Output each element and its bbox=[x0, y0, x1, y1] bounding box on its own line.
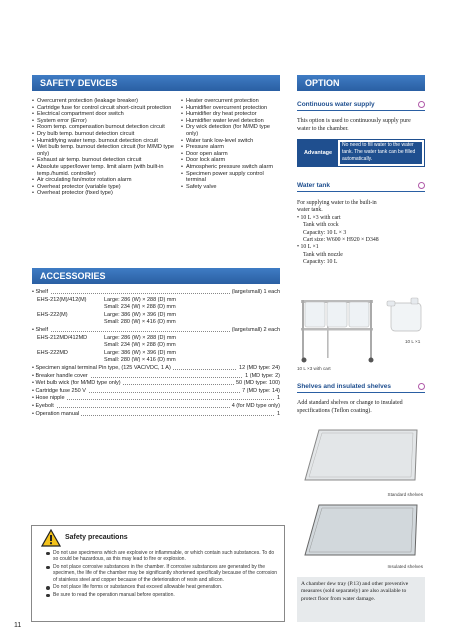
safety-device-item: • Air circulating fan/motor rotation alarm bbox=[32, 177, 174, 184]
water-tank-line: Tank with cock bbox=[303, 222, 339, 229]
accessory-name: • Shelf bbox=[32, 289, 48, 295]
safety-device-item: • Wet bulb temp. burnout detection circuit (for M/MD type only) bbox=[32, 144, 174, 157]
accessory-value: (large/small) 2 each bbox=[231, 326, 280, 333]
continuous-water-supply-title-text: Continuous water supply bbox=[297, 101, 375, 108]
accessory-value: 4 (for MD type only) bbox=[231, 402, 280, 409]
option-circle-icon bbox=[418, 101, 425, 108]
safety-device-item: • Humidifier overcurrent protection bbox=[181, 105, 281, 112]
accessory-row bbox=[32, 373, 280, 381]
safety-precautions-title: Safety precautions bbox=[65, 534, 128, 541]
safety-device-item: • Door open alarm bbox=[181, 151, 281, 158]
water-tank-line: • 10 L ×1 bbox=[297, 244, 319, 251]
accessory-name: • Breaker handle cover bbox=[32, 372, 88, 379]
accessory-model-row bbox=[32, 319, 280, 327]
dew-tray-note: A chamber dew tray (P.13) and other preventive measures (sold separately) are also available to protect floor from water damage. bbox=[297, 577, 425, 622]
accessory-dimension: Large: 386 (W) × 396 (D) mm bbox=[104, 311, 176, 318]
water-tank-cart-caption: 10 L ×3 with cart bbox=[297, 366, 331, 371]
accessory-dimension: Large: 386 (W) × 396 (D) mm bbox=[104, 349, 176, 356]
safety-device-item: • Atmospheric pressure switch alarm bbox=[181, 164, 281, 171]
option-heading bbox=[297, 75, 425, 91]
safety-precaution-item: Do not use specimens which are explosive or inflammable, or which contain such substances. To do so could be hazardous, as this may lead to fire or explosion. bbox=[46, 550, 278, 563]
insulated-shelf-caption: Insulated shelves bbox=[387, 564, 423, 569]
safety-device-item: • Humidifier water level detection bbox=[181, 118, 281, 125]
accessory-row bbox=[32, 388, 280, 396]
accessories-heading-text: ACCESSORIES bbox=[40, 271, 106, 281]
water-tank-title-text: Water tank bbox=[297, 182, 330, 189]
water-tank-single-caption: 10 L ×1 bbox=[405, 339, 421, 344]
safety-devices-heading-text: SAFETY DEVICES bbox=[40, 78, 118, 88]
accessory-dimension: Small: 280 (W) × 416 (D) mm bbox=[104, 319, 176, 326]
insulated-shelf-image bbox=[297, 501, 425, 561]
option-circle-icon bbox=[418, 383, 425, 390]
shelves-title bbox=[297, 381, 425, 393]
accessory-name: • Cartridge fuse 250 V bbox=[32, 387, 86, 394]
shelves-title-text: Shelves and insulated shelves bbox=[297, 383, 391, 390]
accessory-name: • Specimen signal terminal Pin type, (125 VAC/VDC, 1 A) bbox=[32, 364, 171, 371]
safety-precautions-list bbox=[46, 550, 278, 600]
warning-icon bbox=[41, 529, 61, 547]
accessory-value: (large/small) 1 each bbox=[231, 289, 280, 295]
safety-device-item: • Overcurrent protection (leakage breaker) bbox=[32, 98, 174, 105]
accessory-dimension: Small: 234 (W) × 288 (D) mm bbox=[104, 304, 176, 311]
safety-device-item: • Dry wick detection (for M/MD type only) bbox=[181, 124, 281, 137]
accessory-name: • Operation manual bbox=[32, 410, 80, 417]
safety-device-item: • Cartridge fuse for control circuit short-circuit protection bbox=[32, 105, 174, 112]
water-tank-text bbox=[297, 200, 425, 267]
safety-device-item: • Dry bulb temp. burnout detection circuit bbox=[32, 131, 174, 138]
accessory-value: 7 (MD type: 14) bbox=[242, 387, 280, 394]
accessory-dimension: Large: 286 (W) × 288 (D) mm bbox=[104, 296, 176, 303]
standard-shelf-caption: Standard shelves bbox=[387, 492, 423, 497]
accessory-model: EHS-222MD bbox=[37, 349, 68, 356]
option-heading-text: OPTION bbox=[305, 78, 340, 88]
safety-device-item: • Overheat protector (fixed type) bbox=[32, 190, 174, 197]
accessory-value: 1 bbox=[276, 395, 280, 402]
safety-precaution-item: Do not place corrosive substances in the chamber. If corrosive substances are generated by the specimen, the life of the chamber may be significantly shortened specifically because of the corrosion of stainless steel and copper because of the deterioration of resin and silicon. bbox=[46, 564, 278, 583]
accessory-model-row bbox=[32, 297, 280, 305]
accessory-dimension: Small: 234 (W) × 288 (D) mm bbox=[104, 342, 176, 349]
safety-device-item: • Pressure alarm bbox=[181, 144, 281, 151]
accessory-value: 1 (MD type: 2) bbox=[245, 372, 280, 379]
accessory-row bbox=[32, 365, 280, 373]
accessory-row bbox=[32, 411, 280, 419]
accessory-row bbox=[32, 403, 280, 411]
safety-device-item: • Room temp. compensation burnout detection circuit bbox=[32, 124, 174, 131]
page-number: 11 bbox=[14, 622, 22, 629]
water-tank-line: Capacity: 10 L × 3 bbox=[303, 229, 347, 236]
safety-precaution-item: Do not place life forms or substances that exceed allowable heat generation. bbox=[46, 584, 278, 590]
accessory-dimension: Large: 286 (W) × 288 (D) mm bbox=[104, 334, 176, 341]
accessory-model: EHS-222(M) bbox=[37, 311, 68, 318]
water-tank-line: For supplying water to the built-in bbox=[297, 200, 377, 206]
accessory-model: EHS-212MD/412MD bbox=[37, 334, 88, 341]
water-tank-line: • 10 L ×3 with cart bbox=[297, 214, 341, 221]
accessory-value: 50 (MD type: 100) bbox=[235, 380, 280, 387]
water-tank-line: Tank with nozzle bbox=[303, 251, 343, 258]
safety-device-item: • Overheat protector (variable type) bbox=[32, 184, 174, 191]
accessory-name: • Shelf bbox=[32, 326, 48, 333]
safety-device-item: • Heater overcurrent protection bbox=[181, 98, 281, 105]
safety-device-item: • Humidifier dry heat protector bbox=[181, 111, 281, 118]
safety-device-item: • Electrical compartment door switch bbox=[32, 111, 174, 118]
safety-device-item: • Absolute upper/lower temp. limit alarm (with built-in temp./humid. controller) bbox=[32, 164, 174, 177]
advantage-box bbox=[297, 139, 425, 167]
advantage-label: Advantage bbox=[298, 140, 338, 166]
safety-precaution-item: Be sure to read the operation manual before operation. bbox=[46, 592, 278, 598]
accessory-row bbox=[32, 395, 280, 403]
accessory-value: 1 bbox=[276, 410, 280, 417]
safety-device-item: • Humidifying water temp. burnout detection circuit bbox=[32, 138, 174, 145]
safety-devices-left-list bbox=[32, 98, 174, 197]
water-tank-line: Cart size: W600 × H920 × D348 bbox=[303, 237, 379, 244]
accessory-row bbox=[32, 380, 280, 388]
continuous-water-supply-title bbox=[297, 99, 425, 111]
safety-device-item: • Specimen power supply control terminal bbox=[181, 171, 281, 184]
accessory-model: EHS-212(M)/412(M) bbox=[37, 296, 87, 303]
accessory-model-row bbox=[32, 335, 280, 343]
accessory-model-row bbox=[32, 357, 280, 365]
safety-device-item: • Safety valve bbox=[181, 184, 281, 191]
safety-device-item: • Water tank low-level switch bbox=[181, 138, 281, 145]
safety-devices-heading bbox=[32, 75, 280, 91]
accessory-name: • Hose nipple bbox=[32, 395, 65, 402]
shelves-text: Add standard shelves or change to insulated specifications (Teflon coating). bbox=[297, 400, 403, 415]
accessory-model-row bbox=[32, 304, 280, 312]
accessory-model-row bbox=[32, 312, 280, 320]
safety-device-item: • Exhaust air temp. burnout detection circuit bbox=[32, 157, 174, 164]
standard-shelf-image bbox=[297, 426, 425, 486]
accessories-list bbox=[32, 289, 280, 418]
water-tank-cart-image bbox=[297, 292, 377, 364]
safety-devices-right-list bbox=[181, 98, 281, 190]
accessory-dimension: Small: 280 (W) × 416 (D) mm bbox=[104, 357, 176, 364]
water-tank-title bbox=[297, 180, 425, 192]
water-tank-single-image bbox=[385, 295, 425, 335]
option-circle-icon bbox=[418, 182, 425, 189]
water-tank-line: water tank. bbox=[297, 207, 323, 214]
accessory-name: • Wet bulb wick (for M/MD type only) bbox=[32, 380, 121, 387]
accessory-row bbox=[32, 327, 280, 335]
advantage-text: No need to fill water to the water tank. The water tank can be filled automatically. bbox=[340, 142, 422, 164]
accessories-heading bbox=[32, 268, 280, 284]
accessory-value: 12 (MD type: 24) bbox=[239, 364, 280, 371]
accessory-model-row bbox=[32, 342, 280, 350]
accessory-row bbox=[32, 289, 280, 297]
safety-device-item: • System error (Error) bbox=[32, 118, 174, 125]
safety-device-item: • Door lock alarm bbox=[181, 157, 281, 164]
continuous-water-supply-text: This option is used to continuously supply pure water to the chamber. bbox=[297, 118, 411, 133]
accessory-model-row bbox=[32, 350, 280, 358]
water-tank-line: Capacity: 10 L bbox=[303, 259, 338, 266]
safety-precautions-box bbox=[31, 525, 285, 622]
accessory-name: • Eyebolt bbox=[32, 402, 54, 409]
